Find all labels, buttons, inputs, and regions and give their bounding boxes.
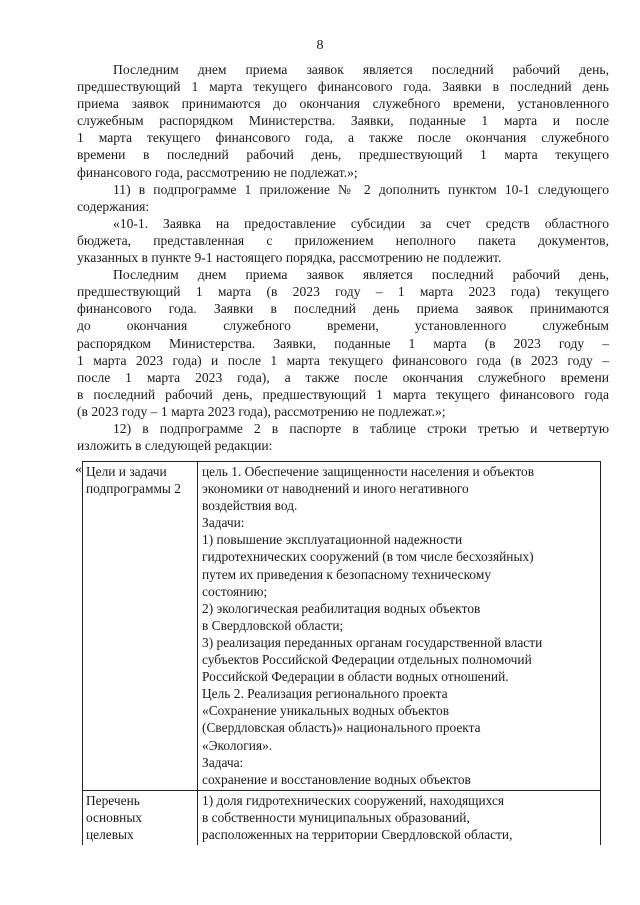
text-line: Последним днем приема заявок является последний рабочий день,	[113, 62, 609, 77]
text-line: служебным распорядком Министерства. Заявки, поданные 1 марта и после	[77, 113, 609, 129]
cell-line: 2) экологическая реабилитация водных объектов	[202, 600, 481, 616]
cell-line: в собственности муниципальных образований,	[202, 809, 470, 825]
page-number: 8	[316, 38, 324, 53]
cell-line: Задача:	[202, 754, 244, 770]
text-line: 1 марта текущего финансового года, а также после окончания служебного	[77, 130, 609, 146]
cell-line: экономики от наводнений и иного негативного	[202, 481, 469, 497]
cell-line: цель 1. Обеспечение защищенности населения и объектов	[202, 464, 535, 479]
text-line: 12) в подпрограмме 2 в паспорте в таблице строки третью и четвертую	[113, 420, 609, 436]
cell-line: «Сохранение уникальных водных объектов	[202, 703, 450, 719]
text-line: в последний рабочий день, предшествующий 1 марта текущего финансового года	[77, 386, 609, 402]
text-line: предшествующий 1 марта (в 2023 году – 1 марта 2023 года) текущего	[77, 284, 609, 300]
cell-line: Цели и задачи	[86, 464, 167, 479]
row-content-cell	[198, 790, 601, 845]
cell-line: основных	[86, 809, 143, 825]
text-line: распорядком Министерства. Заявки, поданные 1 марта (в 2023 году –	[77, 335, 609, 351]
text-line: времени в последний рабочий день, предшествующий 1 марта текущего	[77, 147, 609, 163]
body-text	[77, 61, 609, 454]
text-line: указанных в пункте 9-1 настоящего порядка, рассмотрению не подлежит.	[77, 250, 502, 266]
cell-line: 1) повышение эксплуатационной надежности	[202, 532, 463, 548]
row-label-cell	[83, 790, 198, 845]
row-content-cell	[198, 462, 601, 791]
paragraph	[77, 181, 609, 215]
row-label-cell	[83, 462, 198, 791]
cell-line: подпрограммы 2	[86, 481, 181, 497]
text-line: финансового года, рассмотрению не подлежат.»;	[77, 164, 358, 180]
cell-line: в Свердловской области;	[202, 617, 344, 633]
text-line: содержания:	[77, 198, 150, 214]
passport-table	[82, 461, 601, 845]
cell-line: воздействия вод.	[202, 498, 298, 514]
text-line: (в 2023 году – 1 марта 2023 года), рассмотрению не подлежат.»;	[77, 403, 446, 419]
paragraph	[77, 420, 609, 454]
cell-line: целевых	[86, 826, 134, 842]
cell-line: путем их приведения к безопасному техническому	[202, 566, 492, 582]
cell-line: Российской Федерации в области водных отношений.	[202, 669, 509, 685]
cell-line: Цель 2. Реализация регионального проекта	[202, 686, 448, 702]
text-line: финансового года. Заявки в последний день приема заявок принимаются	[77, 301, 609, 317]
cell-line: Задачи:	[202, 515, 245, 531]
text-line: после 1 марта 2023 года), а также после окончания служебного времени	[77, 369, 609, 385]
cell-line: 3) реализация переданных органам государственной власти	[202, 634, 543, 650]
text-line: до окончания служебного времени, установленного служебным	[77, 318, 609, 334]
paragraph	[77, 266, 609, 420]
text-line: Последним днем приема заявок является последний рабочий день,	[113, 267, 609, 283]
table-row	[83, 790, 601, 845]
cell-line: расположенных на территории Свердловской области,	[202, 826, 513, 842]
text-line: бюджета, представленная с приложением неполного пакета документов,	[77, 232, 609, 248]
opening-quote: «	[75, 462, 82, 477]
text-line: изложить в следующей редакции:	[77, 438, 273, 454]
text-line: приема заявок принимаются до окончания служебного времени, установленного	[77, 96, 609, 112]
text-line: «10-1. Заявка на предоставление субсидии за счет средств областного	[113, 215, 609, 231]
cell-line: 1) доля гидротехнических сооружений, находящихся	[202, 792, 505, 808]
table-row	[83, 462, 601, 791]
text-line: предшествующий 1 марта текущего финансового года. Заявки в последний день	[77, 79, 609, 95]
paragraph	[77, 61, 609, 181]
text-line: 11) в подпрограмме 1 приложение № 2 дополнить пунктом 10-1 следующего	[113, 181, 609, 197]
text-line: 1 марта 2023 года) и после 1 марта текущего финансового года (в 2023 году –	[77, 352, 609, 368]
cell-line: «Экология».	[202, 737, 273, 753]
cell-line: гидротехнических сооружений (в том числе бесхозяйных)	[202, 549, 534, 565]
paragraph	[77, 215, 609, 266]
cell-line: субъектов Российской Федерации отдельных полномочий	[202, 652, 532, 668]
cell-line: состоянию;	[202, 583, 268, 599]
cell-line: сохранение и восстановление водных объектов	[202, 771, 471, 787]
cell-line: (Свердловская область)» национального проекта	[202, 720, 481, 736]
cell-line: Перечень	[86, 792, 140, 808]
